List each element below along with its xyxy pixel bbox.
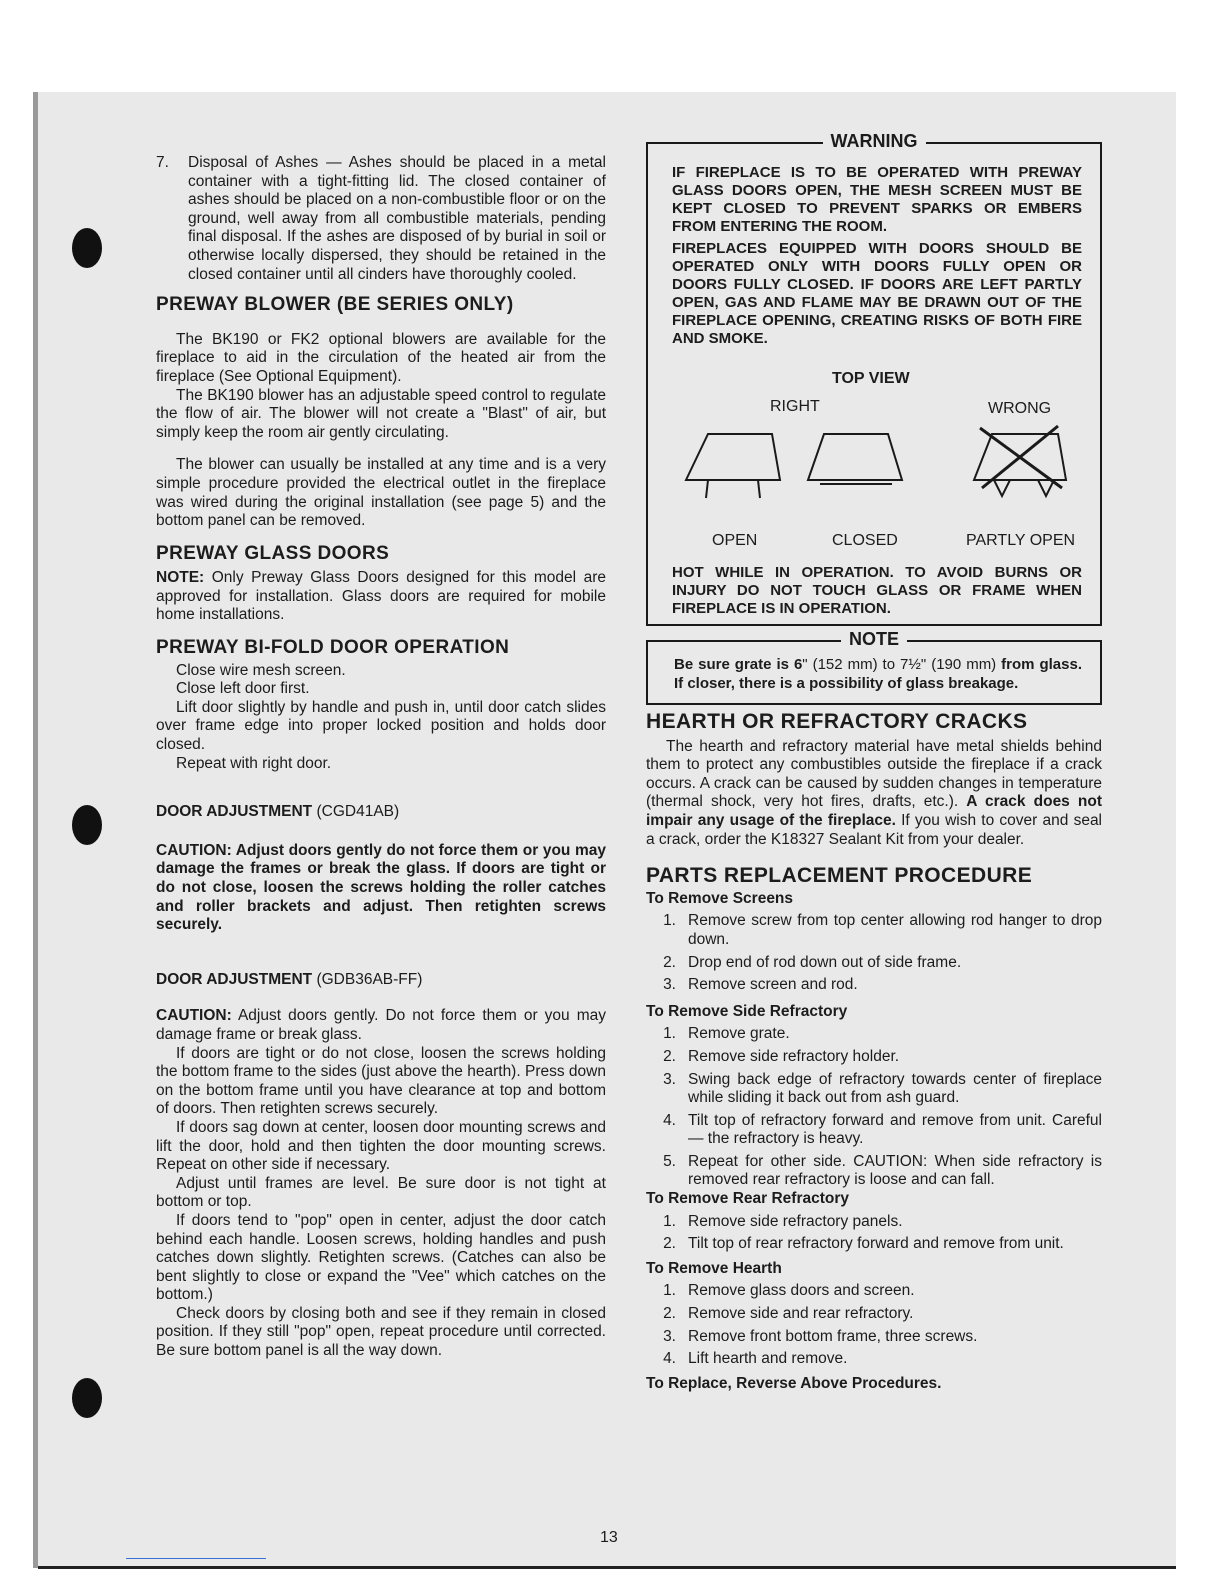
punch-hole <box>72 805 102 845</box>
list-item-number: 2. <box>663 1305 676 1323</box>
page-number: 13 <box>600 1529 618 1546</box>
door-adjustment-caution: CAUTION: Adjust doors gently. Do not force them or you may damage frame or break glass. <box>156 1007 606 1043</box>
list-item <box>646 1305 1102 1324</box>
list-item-text: Remove glass doors and screen. <box>688 1282 915 1300</box>
bifold-step: Close left door first. <box>176 680 310 698</box>
door-adjustment-paragraph: If doors sag down at center, loosen door mounting screws and lift the door, hold and then tighten the door mounting screws. Repeat on other side if necessary. <box>156 1118 606 1174</box>
remove-rear-refractory-title: To Remove Rear Refractory <box>646 1190 850 1208</box>
door-adjustment-paragraph: If doors tend to "pop" open in center, adjust the door catch behind each handle. Loosen screws, holding handles and push catches down slightly. Retighten screws. (Catches can also be bent slightly to close or expand the "Vee" which catches on the bottom.) <box>156 1211 606 1304</box>
list-item-text: Remove front bottom frame, three screws. <box>688 1327 978 1345</box>
list-item-text: Swing back edge of refractory towards center of fireplace while sliding it back out from ash guard. <box>688 1070 1102 1107</box>
list-item-text: Remove screw from top center allowing rod hanger to drop down. <box>688 912 1102 948</box>
note-text: Be sure grate is 6" (152 mm) to 7½" (190 mm) from glass. If closer, there is a possibility of glass breakage. <box>674 656 1083 692</box>
list-item <box>646 976 1102 995</box>
remove-rear-refractory-list <box>646 1213 1102 1254</box>
list-item <box>646 912 1102 949</box>
list-item-text: Lift hearth and remove. <box>688 1350 848 1368</box>
list-item-number: 1. <box>663 1282 676 1300</box>
bifold-step: Lift door slightly by handle and push in, until door catch slides over frame edge into proper locked position and holds door closed. <box>156 698 606 754</box>
list-item-number: 3. <box>663 1070 676 1088</box>
punch-hole <box>72 228 102 268</box>
list-item-number: 4. <box>663 1350 676 1368</box>
bifold-heading: PREWAY BI-FOLD DOOR OPERATION <box>156 637 510 659</box>
list-item-number: 1. <box>663 1212 676 1230</box>
list-item-number: 2. <box>663 1235 676 1253</box>
list-item <box>646 1350 1102 1369</box>
list-item-number: 1. <box>663 912 676 930</box>
door-diagram <box>672 348 1082 558</box>
door-positions-svg <box>672 420 1084 510</box>
door-adjustment-heading: DOOR ADJUSTMENT (GDB36AB-FF) <box>156 970 423 988</box>
list-item-text: Remove grate. <box>688 1025 790 1043</box>
open-door-icon <box>686 434 780 498</box>
left-column <box>156 154 606 1361</box>
list-item <box>646 954 1102 973</box>
warning-text: IF FIREPLACE IS TO BE OPERATED WITH PREWAY GLASS DOORS OPEN, THE MESH SCREEN MUST BE KEPT CLOSED TO PREVENT SPARKS OR EMBERS FROM ENTERING THE ROOM. <box>672 164 1082 235</box>
blower-paragraph: The BK190 or FK2 optional blowers are available for the fireplace to aid in the circulation of the heated air from the fireplace (See Optional Equipment). <box>156 330 606 385</box>
partly-open-door-icon <box>974 426 1066 496</box>
list-item-number: 5. <box>663 1152 676 1170</box>
list-item-text: Tilt top of rear refractory forward and remove from unit. <box>688 1235 1064 1253</box>
ashes-disposal-text: Disposal of Ashes — Ashes should be placed in a metal container with a tight-fitting lid. The closed container of ashes should be placed on a non-combustible floor or on the ground, well away from all combustible materials, pending final disposal. If the ashes are disposed of by burial in soil or otherwise locally dispersed, they should be retained in the closed container until all cinders have thoroughly cooled. <box>188 154 606 283</box>
list-item-text: Remove side refractory panels. <box>688 1212 903 1230</box>
list-item-text: Remove side and rear refractory. <box>688 1305 914 1323</box>
list-item-number: 3. <box>663 976 676 994</box>
bifold-step: Repeat with right door. <box>176 754 332 772</box>
link-underline <box>126 1558 266 1559</box>
list-item <box>646 1213 1102 1232</box>
door-adjustment-paragraph: Adjust until frames are level. Be sure door is not tight at bottom or top. <box>156 1174 606 1211</box>
blower-heading: PREWAY BLOWER (BE SERIES ONLY) <box>156 294 514 316</box>
list-item: 7. Disposal of Ashes — Ashes should be placed in a metal container with a tight-fitting lid. The closed container of ashes should be placed on a non-combustible floor or on the ground, well away from all combustible materials, pending final disposal. If the ashes are disposed of by burial in soil or otherwise locally dispersed, they should be retained in the closed container until all cinders have thoroughly cooled. <box>156 154 606 283</box>
blower-paragraph: The blower can usually be installed at any time and is a very simple procedure provided the electrical outlet in the fireplace was wired during the original installation (see page 5) and the bottom panel can be removed. <box>156 456 606 530</box>
remove-screens-list <box>646 912 1102 994</box>
list-item-number: 1. <box>663 1025 676 1043</box>
hearth-cracks-heading: HEARTH OR REFRACTORY CRACKS <box>646 710 1028 733</box>
glass-doors-heading: PREWAY GLASS DOORS <box>156 542 390 564</box>
list-item <box>646 1112 1102 1149</box>
list-item-text: Repeat for other side. CAUTION: When side refractory is removed rear refractory is loose and can fall. <box>688 1152 1102 1189</box>
glass-doors-note: NOTE: Only Preway Glass Doors designed for this model are approved for installation. Glass doors are required for mobile home installations. <box>156 569 607 624</box>
blower-paragraph: The BK190 blower has an adjustable speed control to regulate the flow of air. The blower will not create a "Blast" of air, but simply keep the room air gently circulating. <box>156 386 606 441</box>
door-adjustment-caution: CAUTION: Adjust doors gently do not force them or you may damage the frames or break the glass. If doors are tight or do not close, loosen the screws holding the roller catches and roller brackets and adjust. Then retighten screws securely. <box>156 841 606 934</box>
remove-side-refractory-list <box>646 1025 1102 1190</box>
warning-box <box>646 131 1102 626</box>
list-item-text: Remove screen and rod. <box>688 976 858 994</box>
punch-hole <box>72 1378 102 1418</box>
list-item-number: 2. <box>663 1047 676 1065</box>
closed-label: CLOSED <box>832 532 898 549</box>
door-adjustment-paragraph: If doors are tight or do not close, loosen the screws holding the bottom frame to the sides (just above the hearth). Press down on the bottom frame until you have clearance at top and bottom of doors. Then retighten screws securely. <box>156 1044 606 1118</box>
list-item <box>646 1153 1102 1190</box>
parts-replacement-heading: PARTS REPLACEMENT PROCEDURE <box>646 864 1033 888</box>
warning-title: WARNING <box>823 131 926 151</box>
note-title: NOTE <box>841 629 907 649</box>
list-item <box>646 1328 1102 1347</box>
list-item <box>646 1025 1102 1044</box>
note-box <box>646 629 1102 705</box>
list-item-text: Drop end of rod down out of side frame. <box>688 953 962 971</box>
warning-text: FIREPLACES EQUIPPED WITH DOORS SHOULD BE OPERATED ONLY WITH DOORS FULLY OPEN OR DOORS FULLY CLOSED. IF DOORS ARE LEFT PARTLY OPEN, GAS AND FLAME MAY BE DRAWN OUT OF THE FIREPLACE OPENING, CREATING RISKS OF BOTH FIRE AND SMOKE. <box>672 240 1082 347</box>
right-label: RIGHT <box>770 398 820 415</box>
list-item <box>646 1048 1102 1067</box>
wrong-label: WRONG <box>988 400 1052 417</box>
list-item-number: 2. <box>663 953 676 971</box>
door-adjustment-paragraph: Check doors by closing both and see if they remain in closed position. If they still "pop" open, repeat procedure until corrected. Be sure bottom panel is all the way down. <box>156 1304 606 1360</box>
top-view-label: TOP VIEW <box>832 370 910 387</box>
remove-hearth-list <box>646 1282 1102 1368</box>
list-item <box>646 1235 1102 1254</box>
remove-hearth-title: To Remove Hearth <box>646 1259 782 1277</box>
door-adjustment-heading: DOOR ADJUSTMENT (CGD41AB) <box>156 803 400 821</box>
bifold-step: Close wire mesh screen. <box>176 661 346 679</box>
open-label: OPEN <box>712 532 758 549</box>
replace-instruction: To Replace, Reverse Above Procedures. <box>646 1374 942 1392</box>
list-item-text: Remove side refractory holder. <box>688 1047 900 1065</box>
list-item-number: 3. <box>663 1327 676 1345</box>
hot-warning-text: HOT WHILE IN OPERATION. TO AVOID BURNS OR INJURY DO NOT TOUCH GLASS OR FRAME WHEN FIREPLACE IS IN OPERATION. <box>672 564 1082 617</box>
hearth-cracks-text: The hearth and refractory material have metal shields behind them to protect any combustibles outside the fireplace if a crack occurs. A crack can be caused by sudden changes in temperature (thermal shock, very hot fires, drafts, etc.). A crack does not impair any usage of the fireplace. If you wish to cover and seal a crack, order the K18327 Sealant Kit from your dealer. <box>646 737 1103 848</box>
list-item <box>646 1282 1102 1301</box>
list-item-text: Tilt top of refractory forward and remove from unit. Careful — the refractory is heavy. <box>688 1111 1102 1148</box>
right-column <box>646 131 1103 1393</box>
bottom-rule <box>38 1566 1176 1569</box>
list-item <box>646 1071 1102 1108</box>
closed-door-icon <box>808 434 902 484</box>
remove-side-refractory-title: To Remove Side Refractory <box>646 1002 848 1020</box>
partly-open-label: PARTLY OPEN <box>966 532 1076 549</box>
remove-screens-title: To Remove Screens <box>646 889 794 907</box>
list-item-number: 4. <box>663 1111 676 1129</box>
